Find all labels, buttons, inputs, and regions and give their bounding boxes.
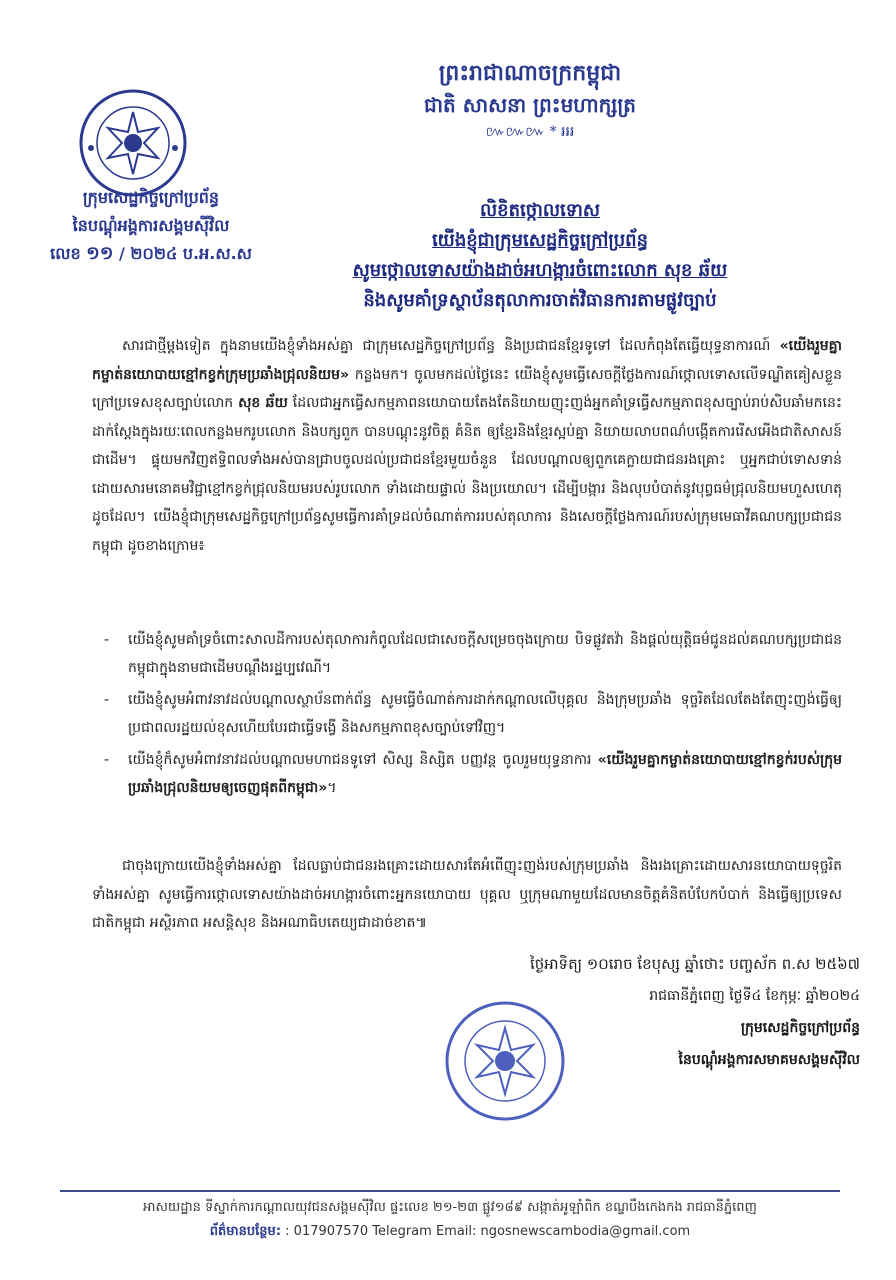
footer-info-label: ព័ត៌មានបន្ថែម: [209, 1224, 282, 1239]
list-item [104, 746, 842, 802]
bullet-dash: - [104, 692, 110, 708]
para1-text-a: សារជាថ្មីម្តងទៀត ក្នុងនាមយើងខ្ញុំទាំងអស់គ្នា ជាក្រុមសេដ្ឋកិច្ចក្រៅប្រព័ន្ធ និងប្រជាជនខ្មែរទូទៅ ដែលកំពុងតែធ្វើយុទ្ធនាការណ៍ [122, 338, 780, 354]
list-item [104, 686, 842, 742]
signature-block [420, 948, 860, 1076]
bullet-end: ។ [327, 780, 337, 796]
date-solar: រាជធានីភ្នំពេញ ថ្ងៃទី៤ ខែកុម្ភៈ ឆ្នាំ២០២៤ [649, 988, 860, 1004]
signature-parent-org: នៃបណ្តុំអង្គការសមាគមសង្គមស៊ីវិល [678, 1052, 860, 1068]
organization-logo-icon [78, 88, 188, 198]
title-line-3: សូមថ្កោលទោសយ៉ាងដាច់អហង្ការចំពោះលោក សុខ ឆ័យ [352, 260, 728, 281]
footer [60, 1196, 840, 1244]
para1-campaign: «យើងរួមគ្នាកម្ចាត់នយោបាយខ្មៅកខ្វក់ក្រុមប្រឆាំងជ្រុលនិយម» [92, 338, 842, 383]
title-line-2: យើងខ្ញុំជាក្រុមសេដ្ឋកិច្ចក្រៅប្រព័ន្ធ [431, 230, 649, 251]
organization-block [36, 184, 266, 268]
footer-address: អាសយដ្ឋាន ទីស្នាក់ការកណ្តាលយុវជនសង្គមស៊ីវិល ផ្ទះលេខ ២១-២៣ ផ្លូវ១៨៩ សង្កាត់អូឡាំពិក ខណ្ឌបឹងកេងកង រាជធានីភ្នំពេញ [143, 1200, 757, 1215]
bullet-dash: - [104, 632, 110, 648]
footer-info-value: : 017907570 Telegram Email: ngosnewscambodia@gmail.com [285, 1224, 691, 1239]
organization-name: ក្រុមសេដ្ឋកិច្ចក្រៅប្រព័ន្ធ [82, 188, 220, 207]
header-ornament: ៚៚៚ * ៛៛៛ [485, 124, 575, 140]
bullet-text: យើងខ្ញុំសូមគាំទ្រចំពោះសាលដីការបស់តុលាការកំពូលដែលជាសេចក្តីសម្រេចចុងក្រោយ បិទផ្លូវតវ៉ា និងផ្តល់យុត្តិធម៌ជូនដល់គណបក្សប្រជាជនកម្ពុជាក្នុងនាមជាដើមបណ្តឹងរដ្ឋប្បវេណី។ [128, 632, 842, 676]
bullet-text: យើងខ្ញុំក៏សូមអំពាវនាវដល់បណ្តាលមហាជនទូទៅ សិស្ស និស្សិត បញ្ញវន្ត ចូលរួមយុទ្ធនាការ [128, 752, 598, 768]
kingdom-title: ព្រះរាជាណាចក្រកម្ពុជា [438, 60, 622, 86]
para1-person-name: សុខ ឆ័យ [238, 395, 288, 411]
organization-parent: នៃបណ្តុំអង្គការសង្គមស៊ីវិល [72, 216, 230, 235]
national-motto: ជាតិ សាសនា ព្រះមហាក្សត្រ [424, 93, 636, 117]
ref-number: ១១ [86, 243, 114, 264]
date-lunar: ថ្ងៃអាទិត្យ ១០រោច ខែបុស្ស ឆ្នាំថោះ បញ្ចស័ក ព.ស ២៥៦៧ [529, 955, 860, 973]
reference-number [36, 240, 266, 268]
footer-divider [60, 1190, 840, 1192]
title-line-1: លិខិតថ្កោលទោស [480, 200, 600, 221]
bullet-text: យើងខ្ញុំសូមអំពាវនាវដល់បណ្តាលស្ថាប័នពាក់ព័ន្ធ សូមធ្វើចំណាត់ការដាក់កណ្តាលលើបុគ្គល និងក្រុមប្រឆាំង ទុច្ចរិតដែលតែងតែញុះញង់ធ្វើឲ្យប្រជាពលរដ្ឋយល់ខុសហើយបែរជាធ្វើទង្វើ និងសកម្មភាពខុសច្បាប់ទៅវិញ។ [128, 692, 842, 736]
kingdom-header [380, 56, 680, 144]
bullet-campaign: «យើងរួមគ្នាកម្ចាត់នយោបាយខ្មៅកខ្វក់របស់ក្រុមប្រឆាំងជ្រុលនិយមឲ្យចេញផុតពីកម្ពុជា» [128, 752, 842, 796]
bullet-list [104, 626, 842, 806]
footer-contact [60, 1220, 840, 1244]
ref-suffix: / ២០២៤ ប.អ.ស.ស [119, 244, 252, 263]
para1-text-b: កន្លងមក។ ចូលមកដល់ថ្ងៃនេះ យើងខ្ញុំសូមធ្វើសេចក្តីថ្លែងការណ៍ថ្កោលទោសលើទណ្ឌិតគៀសខ្លួនក្រៅប្រទេសខុសច្បាប់លោក [92, 366, 842, 411]
letter-title [270, 196, 810, 316]
body-paragraph-1 [92, 332, 842, 560]
list-item [104, 626, 842, 682]
bullet-dash: - [104, 752, 110, 768]
ref-prefix: លេខ [50, 244, 81, 263]
para1-text-c: ដែលជាអ្នកធ្វើសកម្មភាពនយោបាយតែងតែនិយាយញុះញង់អ្នកគាំទ្រធ្វើសកម្មភាពខុសច្បាប់រាប់សិបឆាំមកនេះ ដាក់ស្តែងក្នុងរយៈពេលកន្លងមករូបលោក និងបក្សពួក បានបណ្តុះនូវចិត្ត គំនិត ឲ្យខ្មែរនិងខ្មែរស្អប់គ្នា និយាយលាបពណ៌បង្កើតការរើសអើងជាតិសាសន៍ជាដើម។ ផ្ទុយមកវិញឥទ្ធិពលទាំងអស់បានជ្រាបចូលដល់ប្រជាជនខ្មែរមួយចំនួន ដែលបណ្តាលឲ្យពួកគេក្លាយជាជនរងគ្រោះ ឬអ្នកជាប់ទោសទាន់ដោយសារមនោគមវិជ្ជាខ្មៅកខ្វក់ជ្រុលនិយមរបស់រូបលោក ទាំងដោយផ្ទាល់ និងប្រយោល។ ដើម្បីបង្ការ និងលុបបំបាត់នូវបុព្វធម៌ជ្រុលនិយមហួសហេតុដូចដែល។ យើងខ្ញុំជាក្រុមសេដ្ឋកិច្ចក្រៅប្រព័ន្ធសូមធ្វើការគាំទ្រដល់ចំណាត់ការរបស់តុលាការ និងសេចក្តីថ្លែងការណ៍របស់ក្រុមមេធាវីគណបក្សប្រជាជនកម្ពុជា ដូចខាងក្រោម៖ [92, 395, 842, 554]
signature-org: ក្រុមសេដ្ឋកិច្ចក្រៅប្រព័ន្ធ [740, 1020, 860, 1036]
title-line-4: និងសូមគាំទ្រស្ថាប័នតុលាការចាត់វិធានការតាមផ្លូវច្បាប់ [363, 290, 717, 311]
body-paragraph-2: ជាចុងក្រោយយើងខ្ញុំទាំងអស់គ្នា ដែលធ្លាប់ជាជនរងគ្រោះដោយសារតែអំពើញុះញង់របស់ក្រុមប្រឆាំង និងរងគ្រោះដោយសារនយោបាយទុច្ចរិតទាំងអស់គ្នា សូមធ្វើការថ្កោលទោសយ៉ាងដាច់អហង្ការចំពោះអ្នកនយោបាយ បុគ្គល ឬក្រុមណាមួយដែលមានចិត្តគំនិតបំបែកបំបាក់ និងធ្វើឲ្យប្រទេសជាតិកម្ពុជា អស្ថិរភាព អសន្តិសុខ និងអណាធិបតេយ្យជាដាច់ខាត៕ [92, 858, 842, 931]
